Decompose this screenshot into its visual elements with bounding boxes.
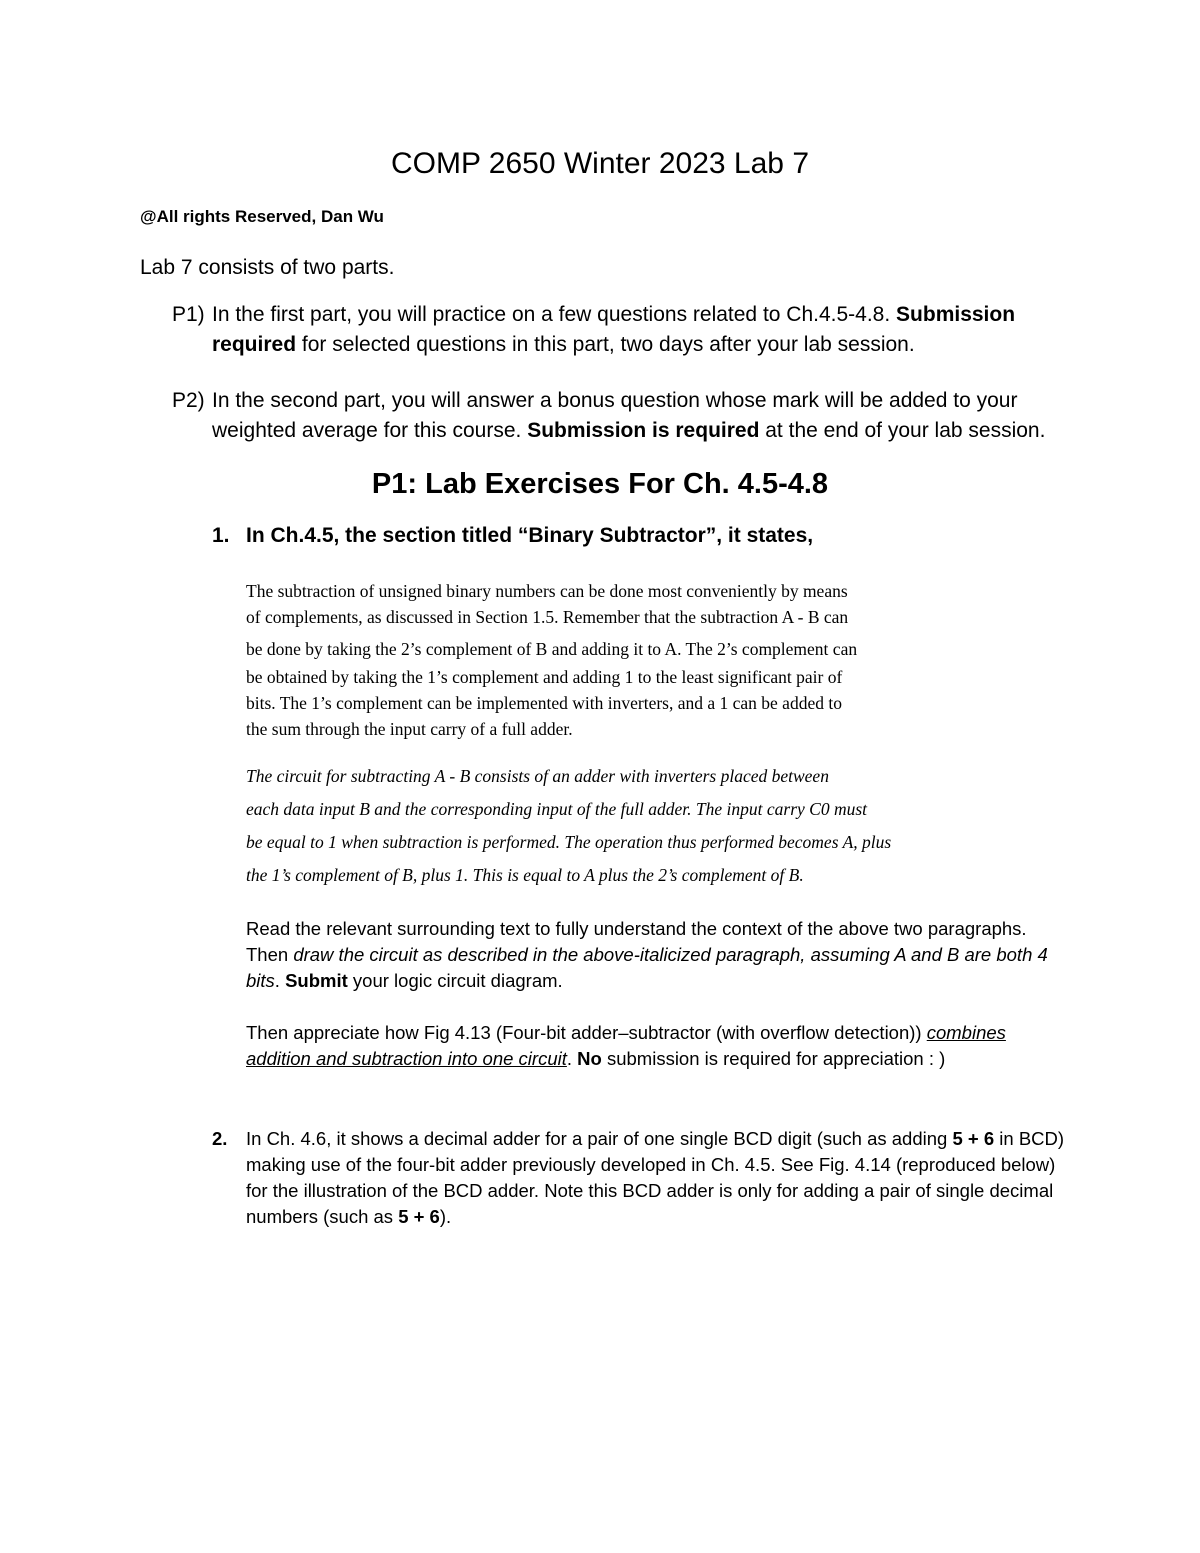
part-1-text-b: for selected questions in this part, two days after your lab session. xyxy=(296,333,915,356)
part-1-bold-b: required xyxy=(212,333,297,356)
part-1-description xyxy=(172,300,1072,360)
quote-2-line: be equal to 1 when subtraction is performed. The operation thus performed becomes A, plus xyxy=(246,832,892,852)
part-1-tag: P1) xyxy=(172,303,205,326)
part-1-bold-a: Submission xyxy=(896,303,1016,326)
section-heading: P1: Lab Exercises For Ch. 4.5-4.8 xyxy=(371,468,829,500)
part-1-text-a: In the first part, you will practice on a few questions related to Ch.4.5-4.8. xyxy=(212,303,897,326)
quote-2-line: the 1’s complement of B, plus 1. This is equal to A plus the 2’s complement of B. xyxy=(246,865,804,885)
instructions-text-1: Read the relevant surrounding text to fully understand the context of the above two paragraphs. Then xyxy=(246,918,1027,965)
q2-bold-2: 5 + 6 xyxy=(398,1206,440,1227)
part-2-text-a: In the second part, you will answer a bonus question whose mark will be added to your xyxy=(212,389,1018,412)
q2-bold-1: 5 + 6 xyxy=(952,1128,995,1149)
part-2-text-b: weighted average for this course. xyxy=(212,419,528,442)
quote-1-line: be obtained by taking the 1’s complement and adding 1 to the least significant pair of xyxy=(246,667,843,687)
instructions-text-2: . xyxy=(274,970,286,991)
appreciation-underlined: combines addition and subtraction into one circuit xyxy=(246,1022,1006,1069)
q2-text-1: In Ch. 4.6, it shows a decimal adder for a pair of one single BCD digit (such as adding xyxy=(246,1128,953,1149)
question-2-number: 2. xyxy=(212,1128,228,1149)
question-1-appreciation xyxy=(246,1020,1066,1072)
quote-1-line: the sum through the input carry of a full adder. xyxy=(246,719,573,739)
part-2-text-c: at the end of your lab session. xyxy=(759,419,1046,442)
quote-1-line: of complements, as discussed in Section 1.5. Remember that the subtraction A - B can xyxy=(246,607,849,627)
question-1-number: 1. xyxy=(212,524,230,547)
appreciation-text-3: submission is required for appreciation : ) xyxy=(601,1048,946,1069)
page-title: COMP 2650 Winter 2023 Lab 7 xyxy=(390,147,810,180)
appreciation-bold-no: No xyxy=(577,1048,602,1069)
intro-text: Lab 7 consists of two parts. xyxy=(140,256,395,279)
question-2-text xyxy=(246,1126,1066,1230)
quote-1-line: The subtraction of unsigned binary numbers can be done most conveniently by means xyxy=(246,581,848,601)
appreciation-text-2: . xyxy=(566,1048,578,1069)
quote-1-line: bits. The 1’s complement can be implemented with inverters, and a 1 can be added to xyxy=(246,693,842,713)
part-2-tag: P2) xyxy=(172,389,205,412)
copyright-line: @All rights Reserved, Dan Wu xyxy=(140,207,384,226)
q2-text-2: in BCD) making use of the four-bit adder previously developed in Ch. 4.5. See Fig. 4.14 (reproduced below) for the illustration of the BCD adder. Note this BCD adder is only for adding a pair of single decimal numbers (such as xyxy=(246,1128,1065,1227)
instructions-text-3: your logic circuit diagram. xyxy=(347,970,563,991)
quote-2-line: each data input B and the corresponding input of the full adder. The input carry C0 must xyxy=(246,799,868,819)
quote-paragraph-2-italic xyxy=(246,760,891,892)
instructions-bold-submit: Submit xyxy=(285,970,348,991)
question-1-heading-text: In Ch.4.5, the section titled “Binary Subtractor”, it states, xyxy=(246,524,814,547)
instructions-italic: draw the circuit as described in the above-italicized paragraph, assuming A and B are both 4 bits xyxy=(246,944,1048,991)
quote-2-line: The circuit for subtracting A - B consists of an adder with inverters placed between xyxy=(246,766,829,786)
part-2-description xyxy=(172,386,1072,446)
question-1-instructions xyxy=(246,916,1066,994)
part-2-bold: Submission is required xyxy=(527,419,760,442)
appreciation-text-1: Then appreciate how Fig 4.13 (Four-bit adder–subtractor (with overflow detection)) xyxy=(246,1022,927,1043)
question-1-heading xyxy=(212,522,813,550)
q2-text-3: ). xyxy=(439,1206,452,1227)
quote-1-line: be done by taking the 2’s complement of B and adding it to A. The 2’s complement can xyxy=(246,639,858,659)
quote-paragraph-1 xyxy=(246,578,857,742)
